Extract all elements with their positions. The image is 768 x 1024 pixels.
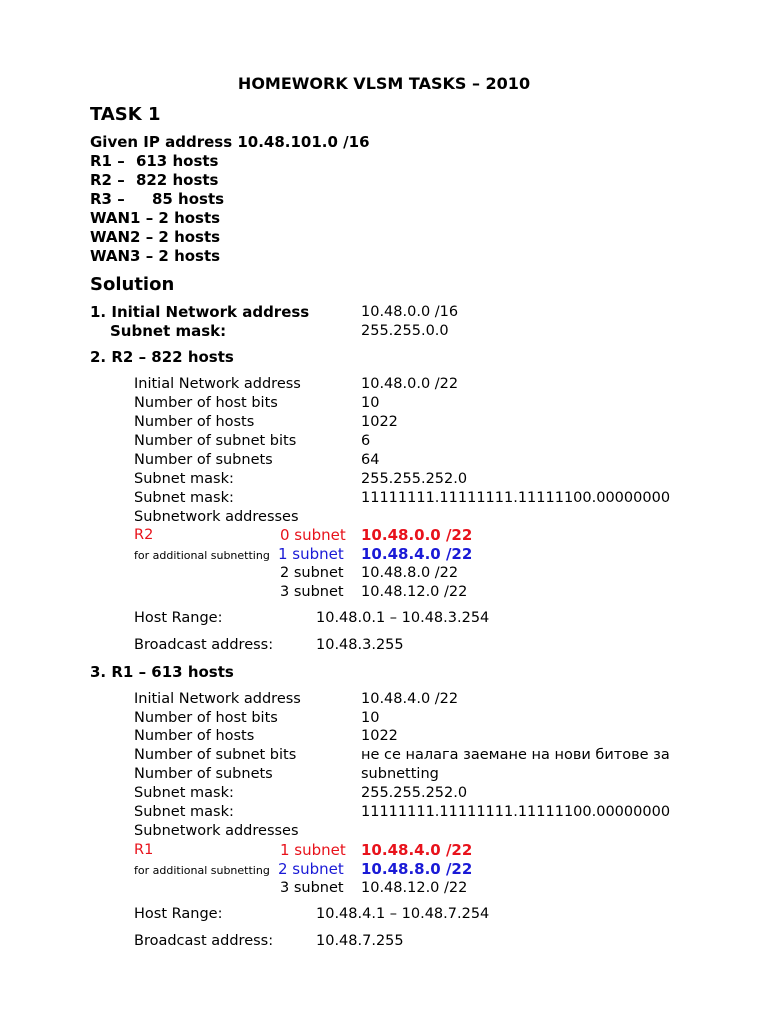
req-wan1: WAN1 – 2 hosts [90,209,221,227]
solution-heading: Solution [90,274,175,295]
s2-broadcast: 10.48.3.255 [316,637,404,653]
req-r1: R1 – 613 hosts [90,152,219,170]
req-wan2: WAN2 – 2 hosts [90,228,221,246]
s3-row-label: Number of host bits [134,710,278,726]
req-r3: R3 – 85 hosts [90,190,225,208]
s3-subnet-addr: 10.48.4.0 /22 [361,841,473,859]
s2-row-label: Initial Network address [134,376,301,392]
s3-row-value: 1022 [361,728,398,744]
s2-host-range-label: Host Range: [134,610,223,626]
s2-row-value: 64 [361,452,380,468]
s2-row-label: Number of subnets [134,452,273,468]
s2-row-value: 11111111.11111111.11111100.00000000 [361,490,671,506]
s3-broadcast: 10.48.7.255 [316,933,404,949]
s2-subnet-n: 0 subnet [280,526,346,544]
s2-row-label: Subnet mask: [134,471,234,487]
s3-router-label: R1 [134,842,154,858]
s3-row-value: subnetting [361,766,439,782]
s2-subnet-addr: 10.48.4.0 /22 [361,545,473,563]
s3-row-label: Subnet mask: [134,804,234,820]
s3-subnet-n: 1 subnet [280,841,346,859]
s3-subnetting-note: for additional subnetting [134,864,270,877]
s2-row-value: 255.255.252.0 [361,471,468,487]
s3-broadcast-label: Broadcast address: [134,933,274,949]
s2-row-value: 1022 [361,414,398,430]
s1-value-mask: 255.255.0.0 [361,323,449,339]
s3-row-value: 11111111.11111111.11111100.00000000 [361,804,671,820]
s3-row-label: Subnet mask: [134,785,234,801]
s2-subnet-addr: 10.48.12.0 /22 [361,584,468,600]
s3-host-range: 10.48.4.1 – 10.48.7.254 [316,906,490,922]
s3-subnet-n: 2 subnet [278,860,344,878]
s2-subnet-n: 2 subnet [280,565,344,581]
s2-row-label: Number of host bits [134,395,278,411]
req-wan3: WAN3 – 2 hosts [90,247,221,265]
s3-subnet-n: 3 subnet [280,880,344,896]
s3-subnet-addr: 10.48.12.0 /22 [361,880,468,896]
s3-subnet-addr: 10.48.8.0 /22 [361,860,473,878]
s1-value-network: 10.48.0.0 /16 [361,304,459,320]
s3-host-range-label: Host Range: [134,906,223,922]
task-heading: TASK 1 [90,104,161,125]
s3-row-label: Number of hosts [134,728,255,744]
s3-row-value: 10.48.4.0 /22 [361,691,459,707]
s3-row-label: Number of subnets [134,766,273,782]
s2-row-label: Number of hosts [134,414,255,430]
s3-row-value: 10 [361,710,380,726]
req-r2: R2 – 822 hosts [90,171,219,189]
s3-row-value: не се налага заемане на нови битове за [361,747,670,763]
s2-host-range: 10.48.0.1 – 10.48.3.254 [316,610,490,626]
document-title: HOMEWORK VLSM TASKS – 2010 [237,74,531,93]
s2-subnet-addr: 10.48.8.0 /22 [361,565,459,581]
given-ip: Given IP address 10.48.101.0 /16 [90,133,370,151]
s3-row-value: 255.255.252.0 [361,785,468,801]
s2-row-value: 10.48.0.0 /22 [361,376,459,392]
s3-row-label: Initial Network address [134,691,301,707]
s1-label-mask: Subnet mask: [110,322,227,340]
s2-row-label: Number of subnet bits [134,433,297,449]
s2-subnet-addr: 10.48.0.0 /22 [361,526,473,544]
s1-label-network: 1. Initial Network address [90,303,310,321]
s2-subnet-n: 3 subnet [280,584,344,600]
s3-row-label: Number of subnet bits [134,747,297,763]
s3-heading: 3. R1 – 613 hosts [90,663,234,681]
s2-router-label: R2 [134,527,154,543]
s2-row-label: Subnetwork addresses [134,509,299,525]
s2-row-label: Subnet mask: [134,490,234,506]
s2-row-value: 6 [361,433,371,449]
s2-heading: 2. R2 – 822 hosts [90,348,234,366]
s2-subnetting-note: for additional subnetting [134,549,270,562]
s2-broadcast-label: Broadcast address: [134,637,274,653]
s2-row-value: 10 [361,395,380,411]
s3-row-label: Subnetwork addresses [134,823,299,839]
s2-subnet-n: 1 subnet [278,545,344,563]
